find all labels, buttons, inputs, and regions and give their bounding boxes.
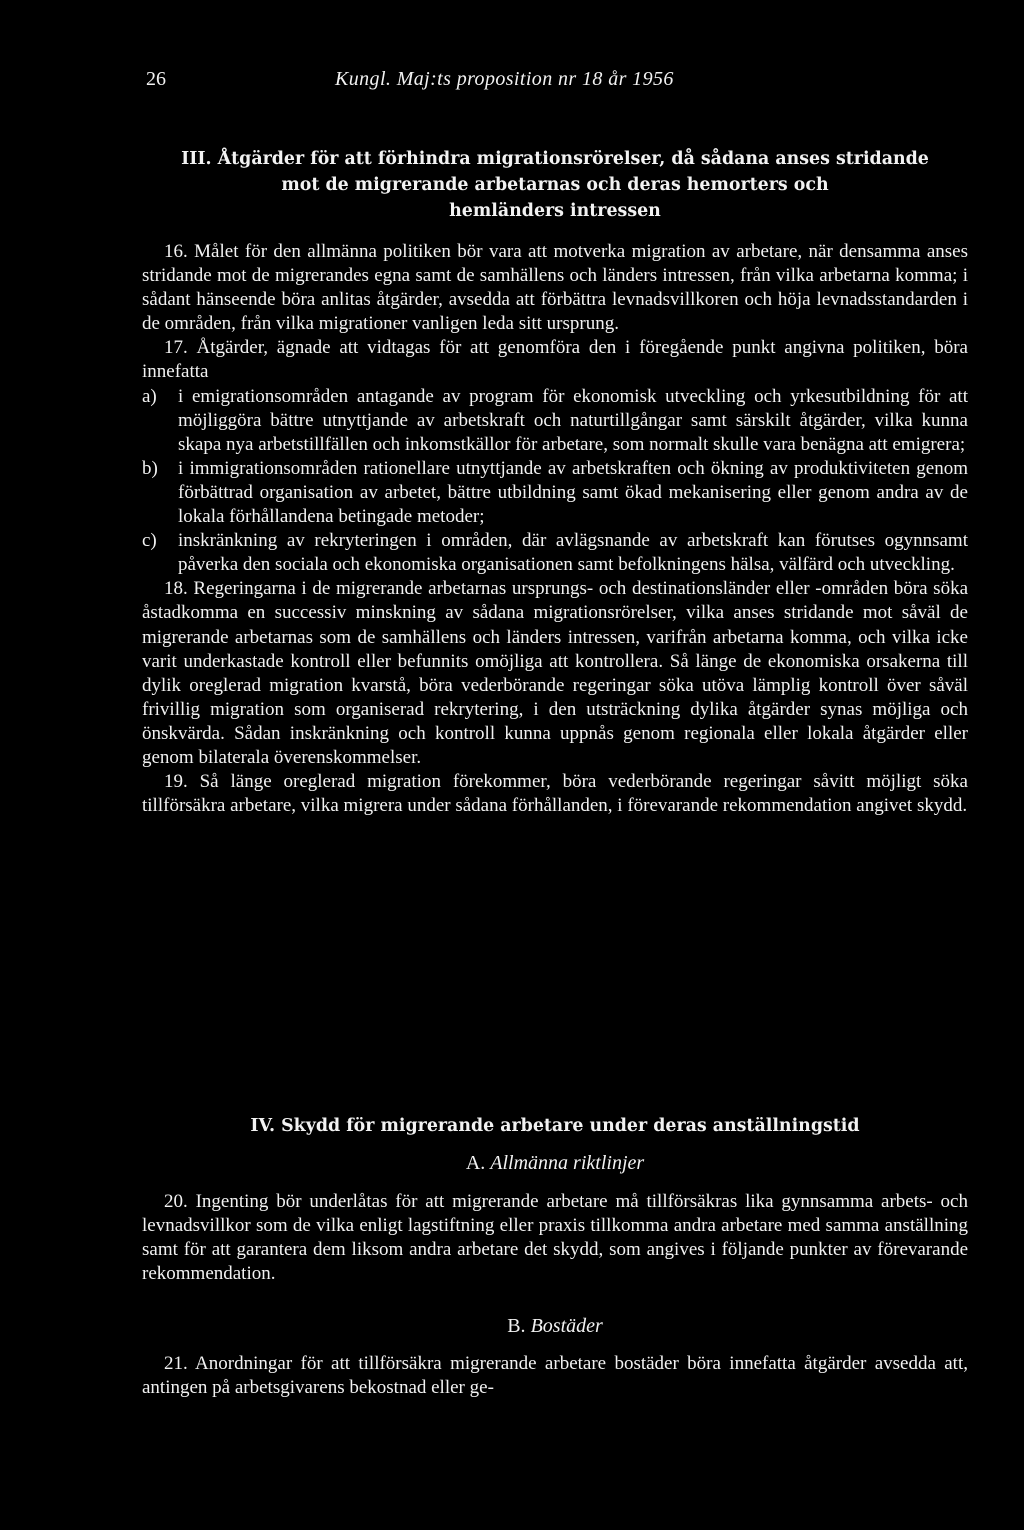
subsection-b-title: Bostäder <box>530 1315 603 1337</box>
paragraph-18: 18. Regeringarna i de migrerande arbetarnas ursprungs- och destinationsländer eller -områden böra söka åstadkomma en successiv minskning av sådana migrationsrörelser, vilka anses stridande mot såväl de migrerande arbetarnas som de samhällens och länders intressen, varifrån arbetarna komma, och vilka icke varit underkastade kontroll eller befunnits omöjliga att kontrollera. Så länge de ekonomiska orsakerna till dylik oreglerad migration kvarstå, böra vederbörande regeringar söka utöva lämplig kontroll över såväl frivillig migration som organiserad rekrytering, i den utsträckning dylika åtgärder synas möjliga och önskvärda. Sådan inskränkning och kontroll kunna uppnås genom regionala eller lokala åtgärder eller genom bilaterala överenskommelser. <box>142 578 968 768</box>
list-marker-b: b) <box>142 457 158 479</box>
section-iii-heading-line-1: III. Åtgärder för att förhindra migrationsrörelser, då sådana anses stridande <box>181 149 929 169</box>
list-text-c: inskränkning av rekryteringen i områden, där avlägsnande av arbetskraft kan förutses ogynnsamt påverka den sociala och ekonomiska organisationen samt befolkningens hälsa, välfärd och utveckling. <box>178 530 968 576</box>
paragraph-21-block <box>142 1352 968 1400</box>
list-marker-c: c) <box>142 530 157 552</box>
paragraph-19: 19. Så länge oreglerad migration förekommer, böra vederbörande regeringar såvitt möjligt söka tillförsäkra arbetare, vilka migrera under sådana förhållanden, i förevarande rekommendation angivet skydd. <box>142 771 968 817</box>
page-number: 26 <box>146 68 166 90</box>
running-title: Kungl. Maj:ts proposition nr 18 år 1956 <box>335 68 674 90</box>
list-item-a <box>142 385 968 457</box>
list-text-b: i immigrationsområden rationellare utnyttjande av arbetskraften och ökning av produktiviteten genom förbättrad organisation av arbetet, bättre utbildning samt ökad mekanisering eller genom andra av de lokala förhållandena betingade metoder; <box>178 457 968 528</box>
list-text-a: i emigrationsområden antagande av program för ekonomisk utveckling och yrkesutbildning för att möjliggöra bättre utnyttjande av arbetskraft och naturtillgångar samt särskilt åtgärder, vilka kunna skapa nya arbetstillfällen och inkomstkällor för arbetare, som normalt skulle vara benägna att emigrera; <box>178 385 968 455</box>
list-marker-a: a) <box>142 385 157 407</box>
subsection-a-heading <box>140 1150 970 1176</box>
section-iii-heading-line-2: mot de migrerande arbetarnas och deras hemorters och <box>281 175 829 195</box>
paragraph-20: 20. Ingenting bör underlåtas för att migrerande arbetare må tillförsäkras lika gynnsamma arbets- och levnadsvillkor som de vilka enligt lagstiftning eller praxis tillkomma andra arbetare med samma anställning samt för att garantera dem liksom andra arbetare det skydd, som angives i följande punkter av förevarande rekommendation. <box>142 1191 968 1285</box>
section-iv-heading: IV. Skydd för migrerande arbetare under deras anställningstid <box>250 1116 860 1136</box>
list-item-b <box>142 457 968 529</box>
paragraph-21: 21. Anordningar för att tillförsäkra migrerande arbetare bostäder böra innefatta åtgärder avsedda att, antingen på arbetsgivarens bekostnad eller ge- <box>142 1353 968 1399</box>
subsection-a-letter: A. <box>465 1152 486 1174</box>
section-iii-heading-line-3: hemländers intressen <box>449 201 661 221</box>
page-header <box>140 68 880 98</box>
paragraph-20-block <box>142 1190 968 1286</box>
subsection-a-title: Allmänna riktlinjer <box>490 1152 645 1174</box>
section-iii-heading <box>140 146 970 224</box>
list-item-c <box>142 529 968 577</box>
subsection-b-letter: B. <box>507 1315 526 1337</box>
paragraph-16: 16. Målet för den allmänna politiken bör vara att motverka migration av arbetare, när densamma anses stridande mot de migrerandes egna samt de samhällens och länders intressen, från vilka arbetarna komma; i sådant hänseende böra anlitas åtgärder, avsedda att förbättra levnadsvillkoren och höja levnadsstandarden i de områden, från vilka migrationer vanligen leda sitt ursprung. <box>142 241 968 335</box>
section-iii-body <box>142 240 968 818</box>
paragraph-17-intro: 17. Åtgärder, ägnade att vidtagas för att genomföra den i föregående punkt angivna politiken, böra innefatta <box>142 337 968 383</box>
subsection-b-heading <box>140 1313 970 1339</box>
